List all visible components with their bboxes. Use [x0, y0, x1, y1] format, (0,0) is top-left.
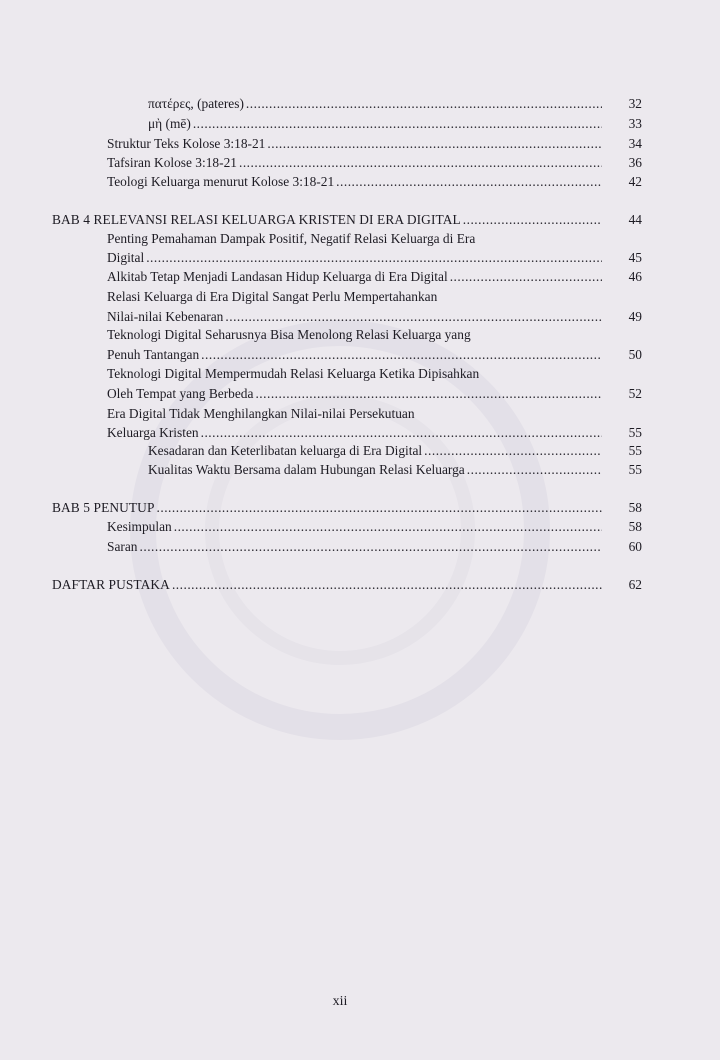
toc-page-number: 36 [628, 155, 642, 170]
toc-page-number: 62 [628, 577, 642, 592]
toc-entry [107, 538, 604, 556]
toc-entry [107, 518, 604, 536]
leader-dots [146, 249, 602, 267]
leader-dots [225, 308, 602, 326]
toc-entry [107, 249, 604, 267]
leader-dots [450, 268, 602, 286]
toc-entry-label: Kualitas Waktu Bersama dalam Hubungan Relasi Keluarga [148, 462, 465, 477]
leader-dots [267, 135, 602, 153]
toc-entry [107, 308, 604, 326]
leader-dots [201, 424, 602, 442]
leader-dots [140, 538, 603, 556]
toc-entry [107, 385, 604, 403]
toc-entry [107, 268, 604, 286]
toc-entry-label: πατέρες, (pateres) [148, 96, 244, 111]
toc-entry-label: Relasi Keluarga di Era Digital Sangat Perlu Mempertahankan [107, 289, 438, 304]
toc-entry-label: Digital [107, 250, 145, 265]
toc-entry-label: Era Digital Tidak Menghilangkan Nilai-nilai Persekutuan [107, 406, 415, 421]
toc-chapter [52, 576, 604, 594]
toc-entry-label: Nilai-nilai Kebenaran [107, 309, 224, 324]
toc-page-number: 55 [628, 443, 642, 458]
toc-page-number: 34 [628, 136, 642, 151]
toc-chapter-label: DAFTAR PUSTAKA [52, 577, 170, 592]
toc-entry-label: Keluarga Kristen [107, 425, 199, 440]
leader-dots [172, 576, 602, 594]
toc-page-number: 46 [628, 269, 642, 284]
toc-entry-label: Tafsiran Kolose 3:18-21 [107, 155, 237, 170]
toc-chapter [52, 499, 604, 517]
toc-entry [148, 95, 604, 113]
toc-entry [107, 424, 604, 442]
toc-entry-label: Kesimpulan [107, 519, 172, 534]
toc-entry-label: μὴ (mē) [148, 116, 191, 131]
toc-entry-label: Penting Pemahaman Dampak Positif, Negatif Relasi Keluarga di Era [107, 231, 476, 246]
toc-page-number: 44 [628, 212, 642, 227]
toc-page-number: 55 [628, 425, 642, 440]
toc-entry [148, 461, 604, 479]
toc-page-number: 42 [628, 174, 642, 189]
toc-page-number: 55 [628, 462, 642, 477]
toc-chapter-label: BAB 5 PENUTUP [52, 500, 155, 515]
leader-dots [463, 211, 602, 229]
toc-entry [148, 442, 604, 460]
toc-entry-label: Struktur Teks Kolose 3:18-21 [107, 136, 266, 151]
leader-dots [193, 115, 602, 133]
toc-entry-label: Teknologi Digital Mempermudah Relasi Keluarga Ketika Dipisahkan [107, 366, 480, 381]
toc-page-number: 52 [628, 386, 642, 401]
leader-dots [467, 461, 602, 479]
roman-page-number: xii [332, 994, 348, 1009]
toc-entry [107, 173, 604, 191]
toc-chapter-label: BAB 4 RELEVANSI RELASI KELUARGA KRISTEN DI ERA DIGITAL [52, 212, 461, 227]
leader-dots [201, 346, 602, 364]
leader-dots [246, 95, 602, 113]
toc-page-number: 32 [628, 96, 642, 111]
toc-chapter [52, 211, 604, 229]
toc-entry [107, 135, 604, 153]
toc-page-number: 45 [628, 250, 642, 265]
leader-dots [157, 499, 603, 517]
toc-entry-label: Kesadaran dan Keterlibatan keluarga di Era Digital [148, 443, 423, 458]
toc-entry [148, 115, 604, 133]
toc-entry-label: Saran [107, 539, 138, 554]
toc-page-number: 49 [628, 309, 642, 324]
toc-entry-label: Penuh Tantangan [107, 347, 200, 362]
leader-dots [174, 518, 602, 536]
toc-page-number: 58 [628, 500, 642, 515]
toc-page-number: 33 [628, 116, 642, 131]
toc-page-number: 58 [628, 519, 642, 534]
toc-entry [107, 346, 604, 364]
leader-dots [239, 154, 602, 172]
toc-entry-label: Alkitab Tetap Menjadi Landasan Hidup Keluarga di Era Digital [107, 269, 448, 284]
leader-dots [424, 442, 602, 460]
toc-entry [107, 154, 604, 172]
toc-page-number: 60 [628, 539, 642, 554]
leader-dots [255, 385, 602, 403]
toc-entry-label: Oleh Tempat yang Berbeda [107, 386, 254, 401]
toc-entry-label: Teknologi Digital Seharusnya Bisa Menolong Relasi Keluarga yang [107, 327, 471, 342]
leader-dots [336, 173, 602, 191]
toc-entry-label: Teologi Keluarga menurut Kolose 3:18-21 [107, 174, 335, 189]
toc-page-number: 50 [628, 347, 642, 362]
